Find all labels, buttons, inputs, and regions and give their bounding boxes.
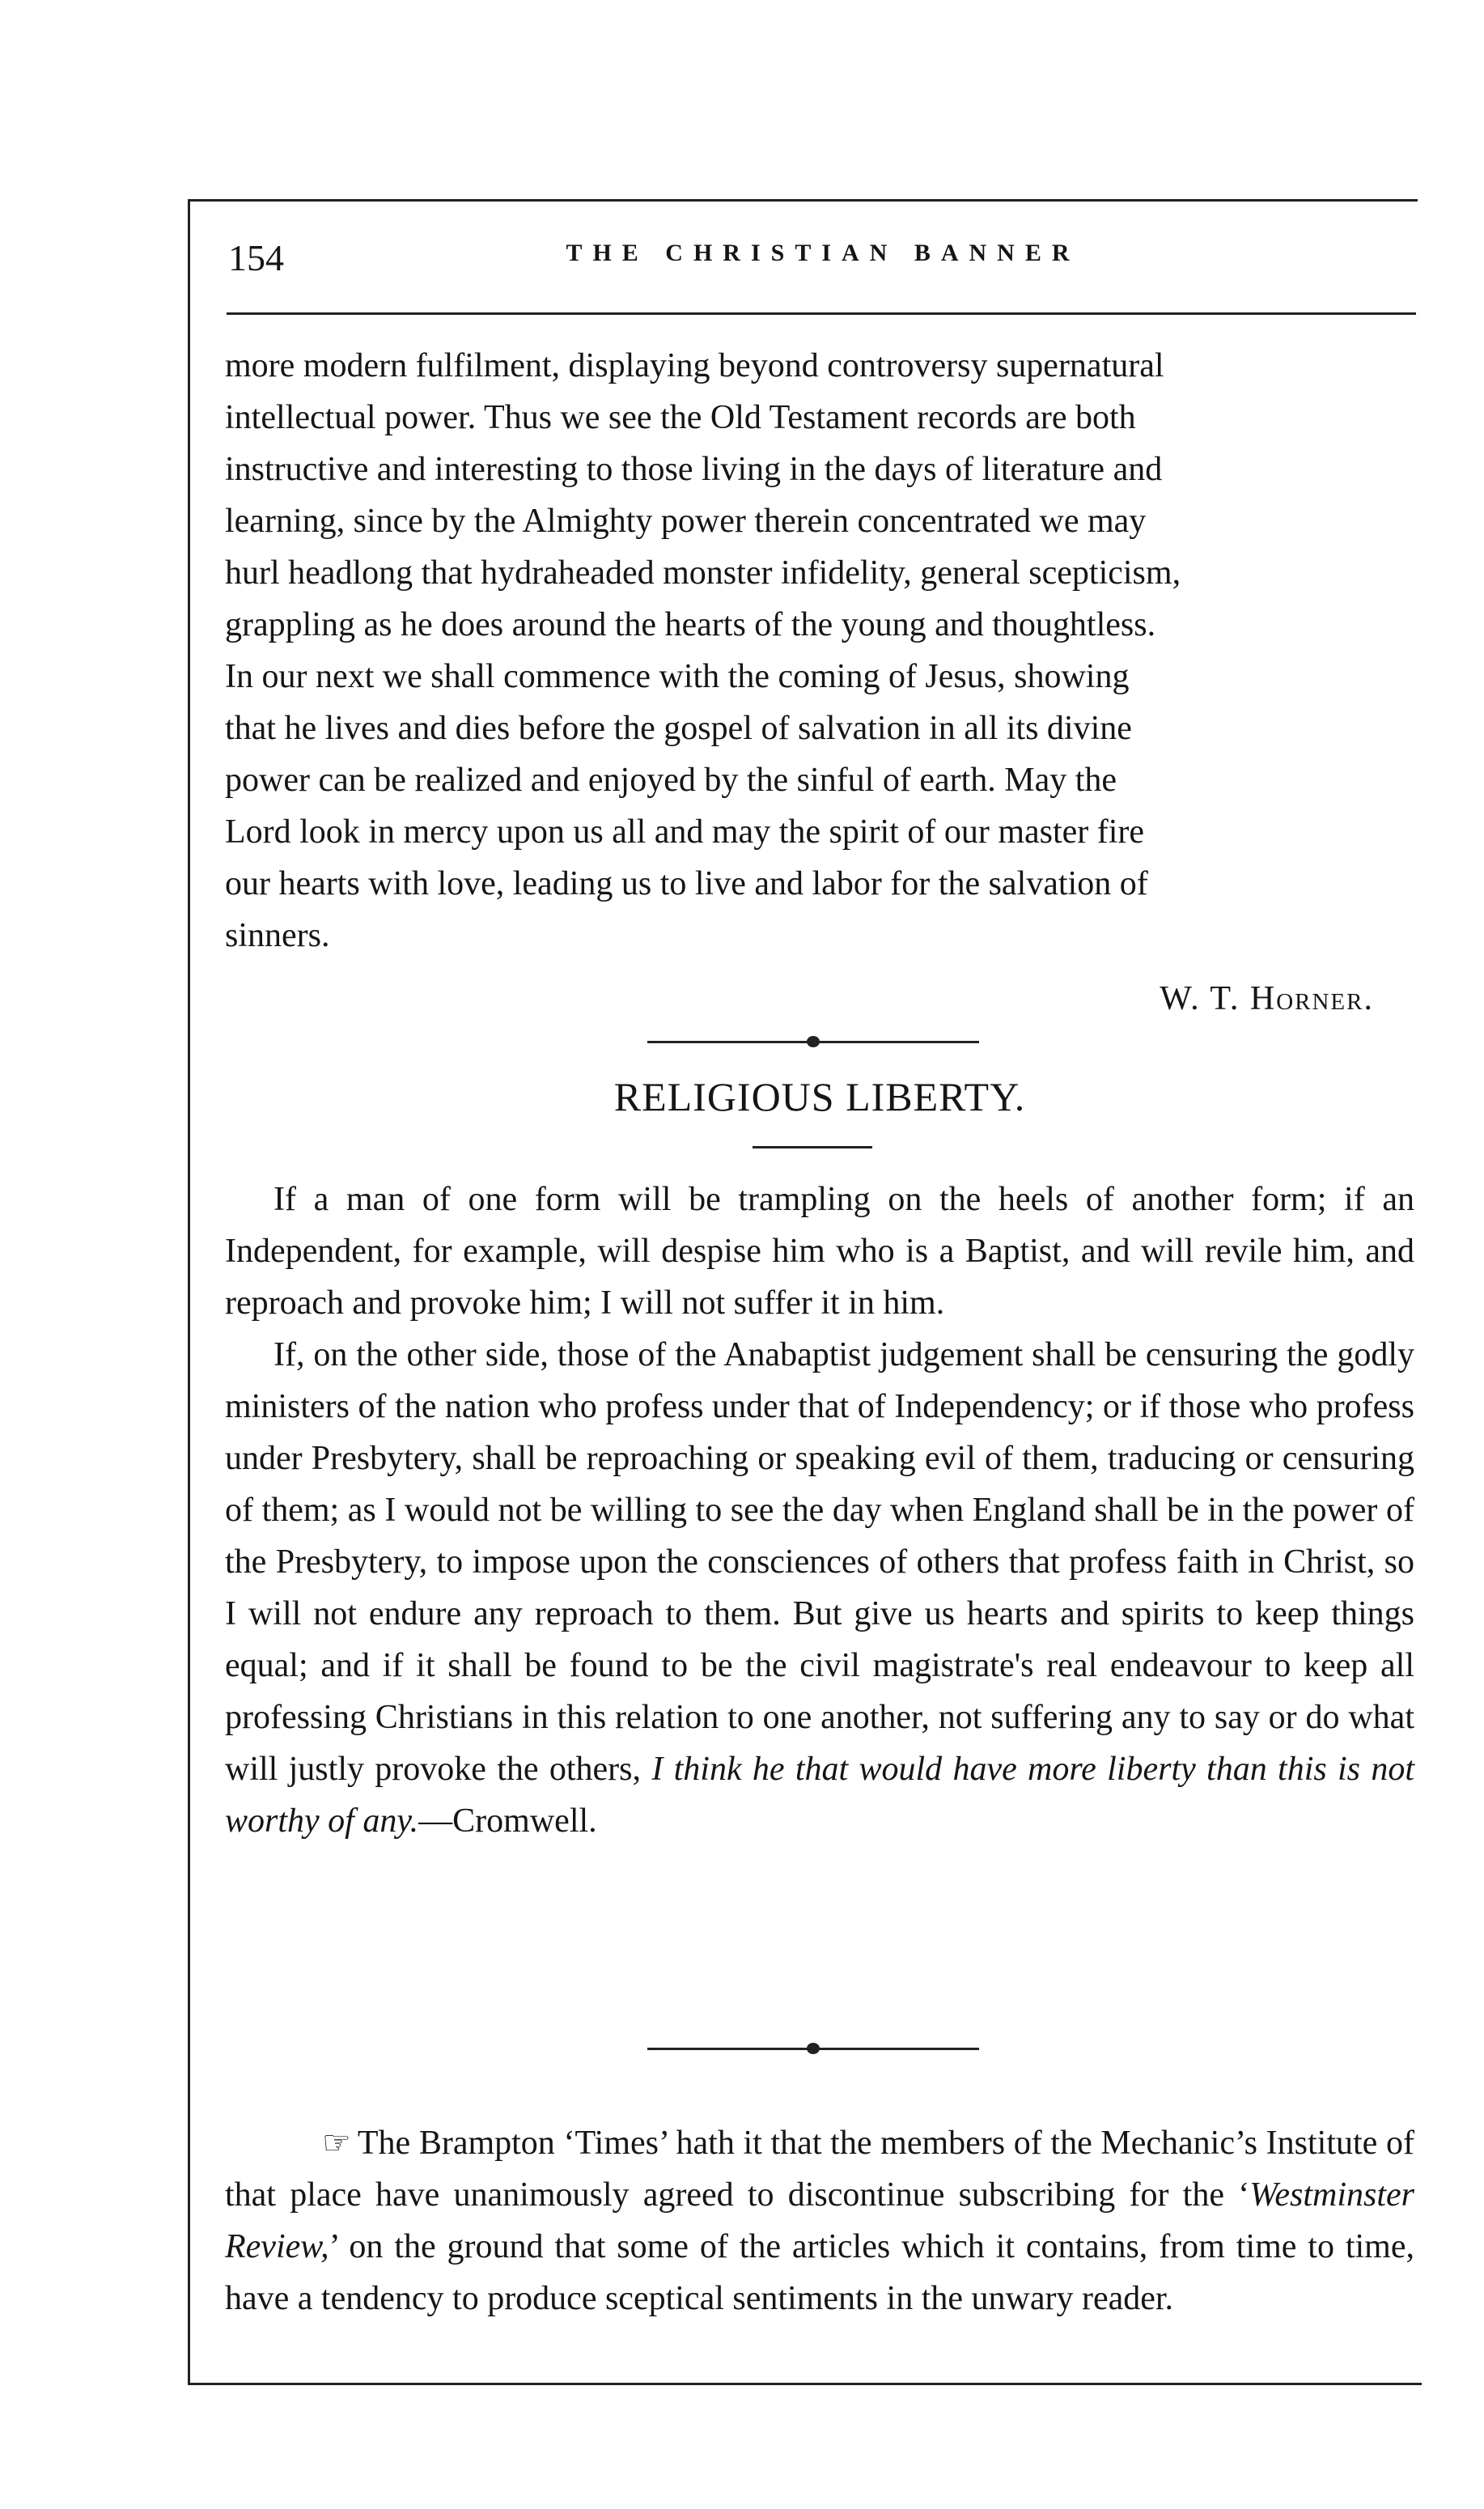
article-body [225, 1174, 1414, 1847]
cromwell-quote: I think he that would have more liberty than this is not worthy of any. [225, 1751, 1415, 1840]
article-continuation [225, 340, 1414, 962]
continuation-line: more modern fulfilment, displaying beyond controversy supernatural [225, 347, 1164, 384]
body-paragraph-1: If a man of one form will be trampling on the heels of another form; if an Independent, for example, will despise him who is a Baptist, and will revile him, and reproach and provoke him; I will not suffer it in him. [225, 1181, 1414, 1322]
pointing-hand-icon: ☞ [322, 2125, 351, 2162]
page-frame-top [188, 199, 1418, 202]
author-signature [225, 979, 1374, 1018]
page-number: 154 [228, 237, 284, 278]
continuation-line: grappling as he does around the hearts of the young and thoughtless. [225, 606, 1156, 643]
continuation-line: sinners. [225, 917, 330, 954]
continuation-line: learning, since by the Almighty power therein concentrated we may [225, 503, 1147, 540]
section-separator [647, 1029, 979, 1054]
continuation-line: our hearts with love, leading us to live and labor for the salvation of [225, 865, 1148, 902]
page-frame-bottom [188, 2383, 1422, 2385]
news-notice [225, 2117, 1414, 2324]
continuation-line: Lord look in mercy upon us all and may the spirit of our master fire [225, 813, 1145, 851]
title-rule [753, 1146, 872, 1148]
page-frame-left [188, 199, 190, 2384]
continuation-line: that he lives and dies before the gospel of salvation in all its divine [225, 710, 1132, 747]
notice-text-end: ’ on the ground that some of the articles which it contains, from time to time, have a tendency to produce sceptical sentiments in the unwary reader. [225, 2228, 1414, 2317]
continuation-line: power can be realized and enjoyed by the sinful of earth. May the [225, 762, 1117, 799]
article-title: RELIGIOUS LIBERTY. [613, 1074, 1026, 1119]
notice-text-start: The Brampton ‘Times’ hath it that the members of the Mechanic’s Institute of that place have unanimously agreed to discontinue subscribing for the ‘ [225, 2125, 1414, 2214]
signature-surname: Horner. [1249, 980, 1374, 1017]
book-page [188, 199, 1422, 2399]
continuation-line: In our next we shall commence with the coming of Jesus, showing [225, 658, 1130, 695]
notice-publication: Westminster Review, [225, 2176, 1414, 2265]
header-rule [227, 312, 1416, 315]
signature-initials: W. T. [1160, 980, 1240, 1017]
continuation-line: hurl headlong that hydraheaded monster infidelity, general scepticism, [225, 554, 1181, 592]
body-paragraph-2 [225, 1329, 1414, 1847]
paragraph-2-text: If, on the other side, those of the Anabaptist judgement shall be censuring the godly ministers of the nation who profess under that of Independency; or if those who profess under Presbytery, shall be reproaching or speaking evil of them, traducing or censuring of them; as I would not be willing to see the day when England shall be in the power of the Presbytery, to impose upon the consciences of others that profess faith in Christ, so I will not endure any reproach to them. But give us hearts and spirits to keep things equal; and if it shall be found to be the civil magistrate's real endeavour to keep all professing Christians in this relation to one another, not suffering any to say or do what will justly provoke the others, [225, 1336, 1414, 1788]
attribution: —Cromwell. [418, 1802, 597, 1840]
continuation-line: intellectual power. Thus we see the Old Testament records are both [225, 399, 1136, 436]
running-title: THE CHRISTIAN BANNER [566, 240, 1080, 266]
continuation-line: instructive and interesting to those living in the days of literature and [225, 451, 1163, 488]
section-separator [647, 2036, 979, 2061]
running-head [228, 236, 1418, 285]
